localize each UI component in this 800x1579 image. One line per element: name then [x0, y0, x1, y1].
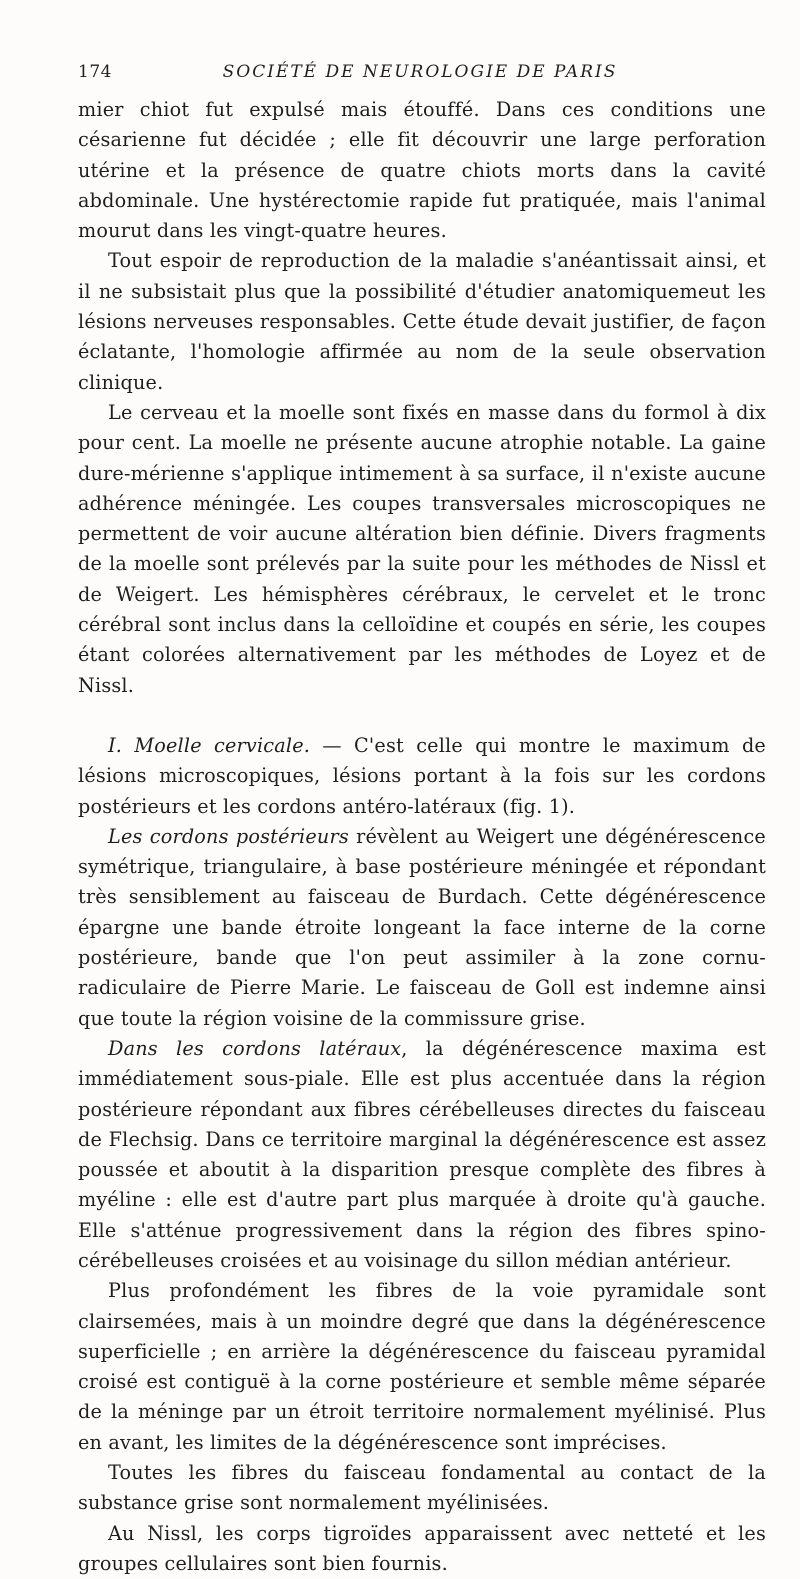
body-text — [78, 95, 766, 1579]
paragraph: Tout espoir de reproduction de la maladie s'anéantissait ainsi, et il ne subsistait plus que la possibilité d'étudier anatomiquemeut les lésions nerveuses responsables. Cette étude devait justifier, de façon éclatante, l'homologie affirmée au nom de la seule observation clinique. — [78, 249, 766, 394]
paragraph: Le cerveau et la moelle sont fixés en masse dans du formol à dix pour cent. La moelle ne présente aucune atrophie notable. La gaine dure-mérienne s'applique intimement à sa surface, il n'existe aucune adhérence méningée. Les coupes transversales microscopiques ne permettent de voir aucune altération bien définie. Divers fragments de la moelle sont prélevés par la suite pour les méthodes de Nissl et de Weigert. Les hémisphères cérébraux, le cervelet et le tronc cérébral sont inclus dans la celloïdine et coupés en série, les coupes étant colorées alternativement par les méthodes de Loyez et de Nissl. — [78, 400, 766, 697]
subheading: Dans les cordons latéraux — [108, 1036, 402, 1060]
paragraph: Toutes les fibres du faisceau fondamental au contact de la substance grise sont normalement myélinisées. — [78, 1461, 766, 1515]
page-number: 174 — [78, 62, 112, 82]
paragraph-posterior-cords: Les cordons postérieurs révèlent au Weigert une dégénérescence symétrique, triangulaire, à base postérieure méningée et répondant très sensiblement au faisceau de Burdach. Cette dégénérescence épargne une bande étroite longeant la face interne de la corne postérieure, bande que l'on peut assimiler à la zone cornu-radiculaire de Pierre Marie. Le faisceau de Goll est indemne ainsi que toute la région voisine de la commissure grise. — [78, 824, 766, 1030]
subheading: Les cordons postérieurs — [108, 824, 349, 848]
paragraph: Plus profondément les fibres de la voie pyramidale sont clairsemées, mais à un moindre degré que dans la dégénérescence superficielle ; en arrière la dégénérescence du faisceau pyramidal croisé est contiguë à la corne postérieure et semble même séparée de la méninge par un étroit territoire normalement myélinisé. Plus en avant, les limites de la dégénérescence sont imprécises. — [78, 1279, 766, 1454]
page-header — [78, 62, 762, 88]
section-cervical: I. Moelle cervicale. — C'est celle qui montre le maximum de lésions microscopiques, lésions portant à la fois sur les cordons postérieurs et les cordons antéro-latéraux (fig. 1). — [78, 733, 766, 818]
paragraph-lateral-cords: Dans les cordons latéraux, la dégénérescence maxima est immédiatement sous-piale. Elle est plus accentuée dans la région postérieure répondant aux fibres cérébelleuses directes du faisceau de Flechsig. Dans ce territoire marginal la dégénérescence est assez poussée et aboutit à la disparition presque complète des fibres à myéline : elle est d'autre part plus marquée à droite qu'à gauche. Elle s'atténue progressivement dans la région des fibres spino-cérébelleuses croisées et au voisinage du sillon médian antérieur. — [78, 1036, 766, 1272]
paragraph: Au Nissl, les corps tigroïdes apparaissent avec netteté et les groupes cellulaires sont bien fournis. — [78, 1521, 766, 1575]
running-title: SOCIÉTÉ DE NEUROLOGIE DE PARIS — [222, 62, 618, 82]
section-heading: I. Moelle cervicale. — [108, 733, 311, 757]
paragraph-continuation: mier chiot fut expulsé mais étouffé. Dans ces conditions une césarienne fut décidée ; elle fit découvrir une large perforation utérine et la présence de quatre chiots morts dans la cavité abdominale. Une hystérectomie rapide fut pratiquée, mais l'animal mourut dans les vingt-quatre heures. — [78, 98, 766, 243]
